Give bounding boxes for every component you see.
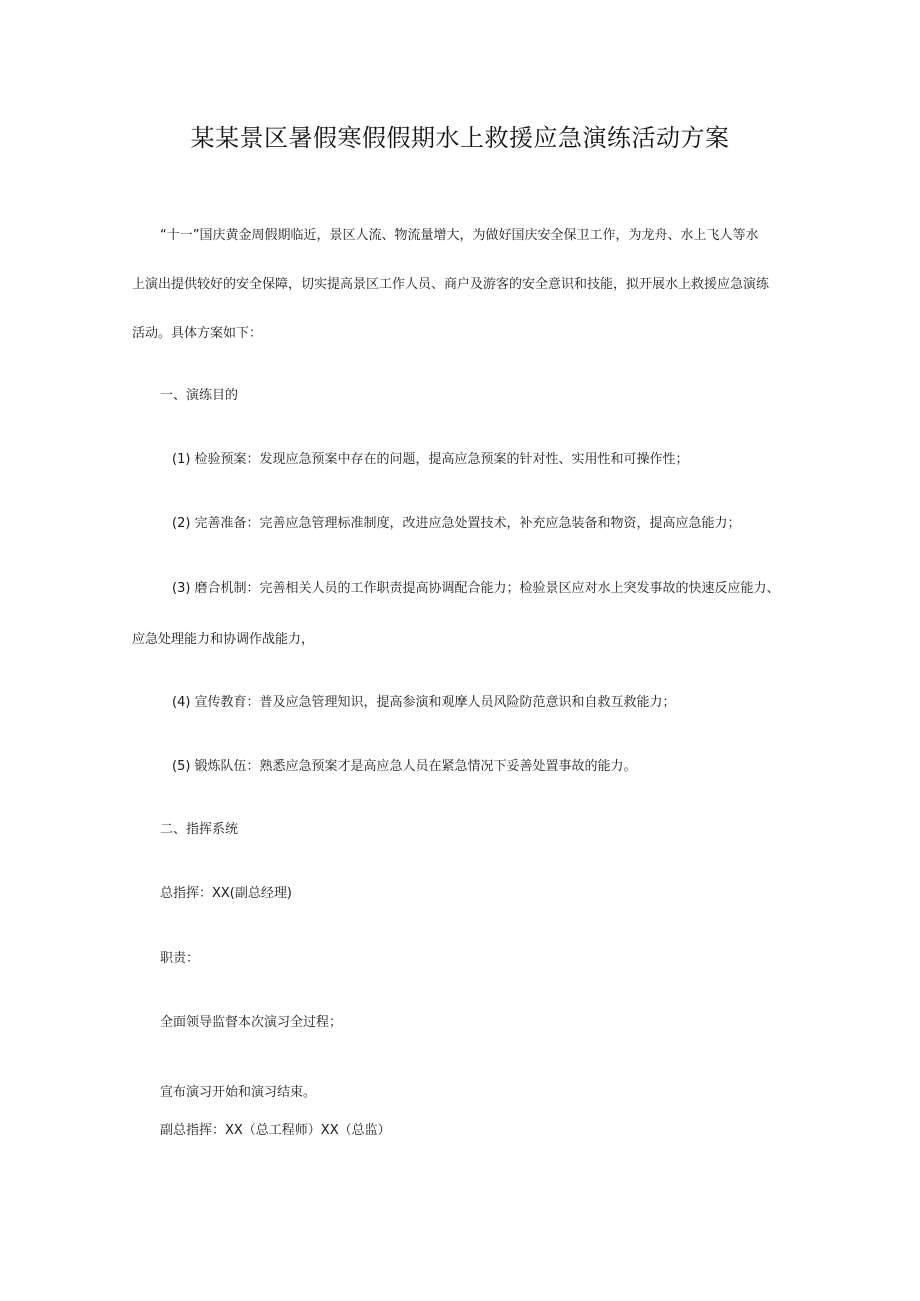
duty-line-2: 宣布演习开始和演习结束。 xyxy=(160,1085,317,1100)
intro-line-3: 活动。具体方案如下： xyxy=(132,326,263,341)
section-1-heading: 一、演练目的 xyxy=(160,388,239,403)
purpose-item-1: (1) 检验预案：发现应急预案中存在的问题，提高应急预案的针对性、实用性和可操作性； xyxy=(172,452,689,467)
duties-label: 职责： xyxy=(160,951,200,966)
intro-line-1: “十一”国庆黄金周假期临近，景区人流、物流量增大，为做好国庆安全保卫工作，为龙舟、水上飞人等水 xyxy=(160,228,759,243)
section-2-heading: 二、指挥系统 xyxy=(160,822,239,837)
purpose-item-3: (3) 磨合机制：完善相关人员的工作职责提高协调配合能力；检验景区应对水上突发事故的快速反应能力、 xyxy=(172,581,780,596)
purpose-item-5: (5) 锻炼队伍：熟悉应急预案才是高应急人员在紧急情况下妥善处置事故的能力。 xyxy=(172,759,637,774)
intro-line-2: 上演出提供较好的安全保障，切实提高景区工作人员、商户及游客的安全意识和技能，拟开展水上救援应急演练 xyxy=(132,277,770,292)
document-title: 某某景区暑假寒假假期水上救援应急演练活动方案 xyxy=(190,124,730,152)
deputy-commander-line: 副总指挥：XX（总工程师）XX（总监） xyxy=(160,1123,391,1138)
commander-line: 总指挥：XX(副总经理) xyxy=(160,886,292,901)
purpose-item-3-continuation: 应急处理能力和协调作战能力， xyxy=(132,632,315,647)
purpose-item-4: (4) 宣传教育：普及应急管理知识，提高参演和观摩人员风险防范意识和自救互救能力； xyxy=(172,695,676,710)
purpose-item-2: (2) 完善准备：完善应急管理标准制度，改进应急处置技术，补充应急装备和物资，提高应急能力； xyxy=(172,516,741,531)
duty-line-1: 全面领导监督本次演习全过程； xyxy=(160,1015,343,1030)
